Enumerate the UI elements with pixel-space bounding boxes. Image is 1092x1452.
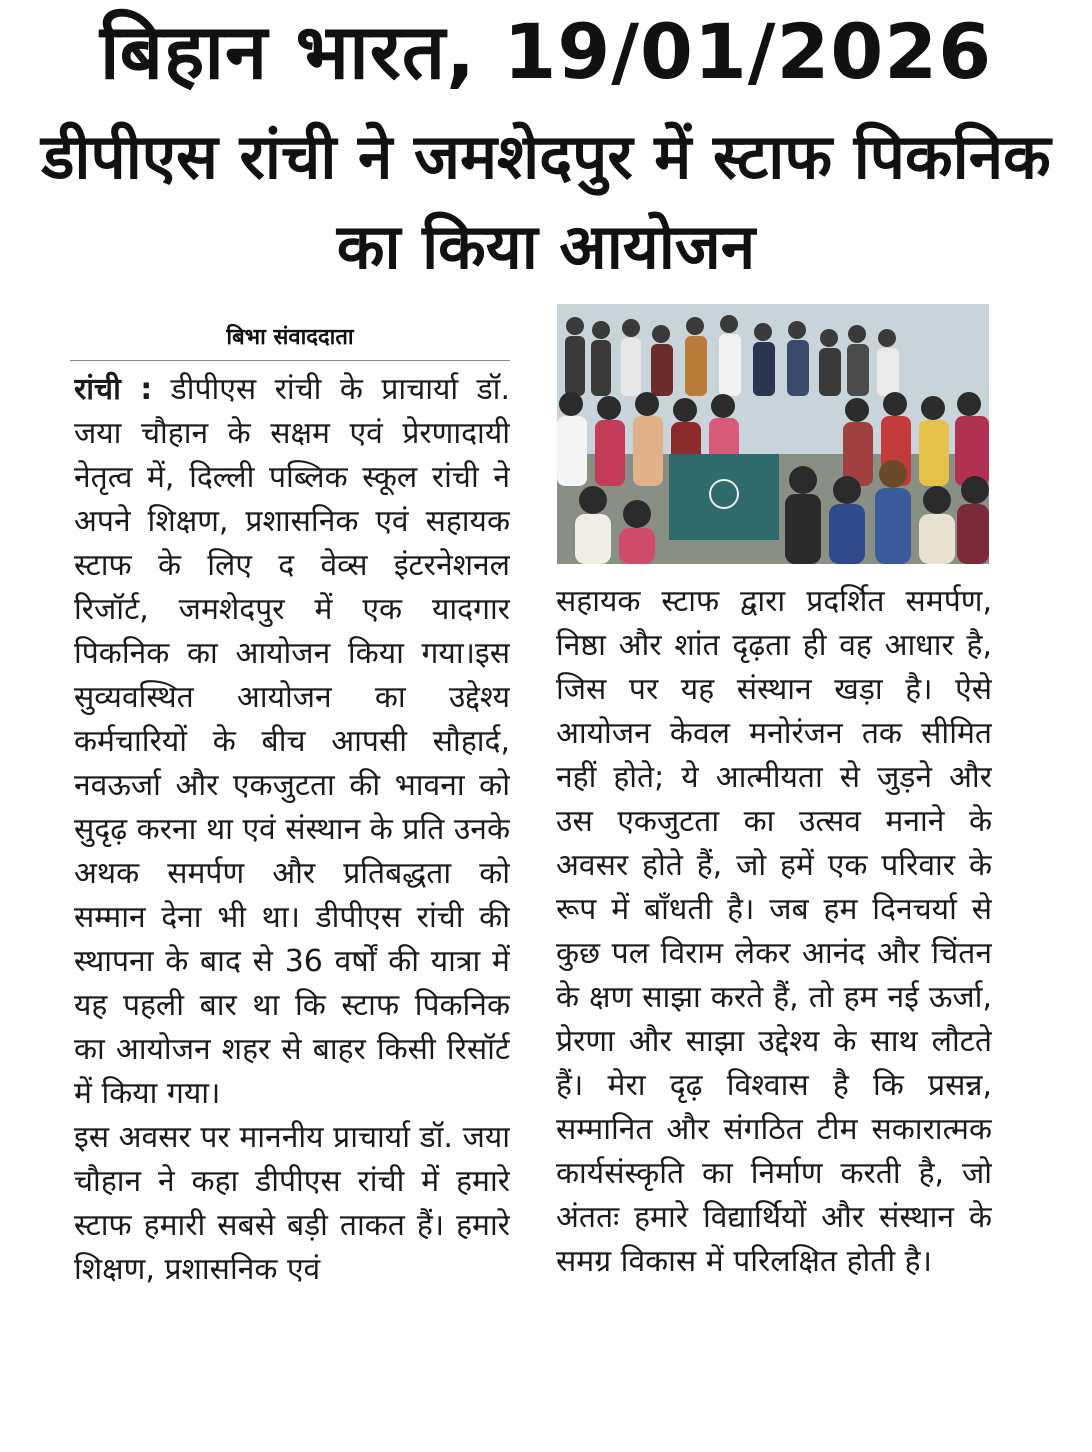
newspaper-masthead: बिहान भारत, 19/01/2026 bbox=[99, 7, 993, 96]
article-column-left bbox=[74, 368, 510, 1448]
article-dateline: रांची : bbox=[74, 372, 153, 407]
group-photo bbox=[557, 304, 989, 564]
article-headline: डीपीएस रांची ने जमशेदपुर में स्टाफ पिकनिक का किया आयोजन bbox=[41, 120, 1051, 283]
article-paragraph-1 bbox=[74, 368, 510, 1116]
article-byline: बिभा संवाददाता bbox=[70, 320, 510, 361]
article-paragraph-1-text: डीपीएस रांची के प्राचार्या डॉ. जया चौहान के सक्षम एवं प्रेरणादायी नेतृत्व में, दिल्ली पब्लिक स्कूल रांची ने अपने शिक्षण, प्रशासनिक एवं सहायक स्टाफ के लिए द वेव्स इंटरनेशनल रिजॉर्ट, जमशेदपुर में एक यादगार पिकनिक का आयोजन किया गया।इस सुव्यवस्थित आयोजन का उद्देश्य कर्मचारियों के बीच आपसी सौहार्द, नवऊर्जा और एकजुटता की भावना को सुदृढ़ करना था एवं संस्थान के प्रति उनके अथक समर्पण और प्रतिबद्धता को सम्मान देना भी था। डीपीएस रांची की स्थापना के बाद से 36 वर्षों की यात्रा में यह पहली बार था कि स्टाफ पिकनिक का आयोजन शहर से बाहर किसी रिसॉर्ट में किया गया। bbox=[74, 372, 510, 1111]
article-paragraph-2-continued: सहायक स्टाफ द्वारा प्रदर्शित समर्पण, निष्ठा और शांत दृढ़ता ही वह आधार है, जिस पर यह संस्थान खड़ा है। ऐसे आयोजन केवल मनोरंजन तक सीमित नहीं होते; ये आत्मीयता से जुड़ने और उस एकजुटता का उत्सव मनाने के अवसर होते हैं, जो हमें एक परिवार के रूप में बाँधती है। जब हम दिनचर्या से कुछ पल विराम लेकर आनंद और चिंतन के क्षण साझा करते हैं, तो हम नई ऊर्जा, प्रेरणा और साझा उद्देश्य के साथ लौटते हैं। मेरा दृढ़ विश्वास है कि प्रसन्न, सम्मानित और संगठित टीम सकारात्मक कार्यसंस्कृति का निर्माण करती है, जो अंततः हमारे विद्यार्थियों और संस्थान के समग्र विकास में परिलक्षित होती है। bbox=[556, 584, 992, 1279]
article-column-right bbox=[556, 580, 992, 1448]
article-paragraph-2: इस अवसर पर माननीय प्राचार्या डॉ. जया चौहान ने कहा डीपीएस रांची में हमारे स्टाफ हमारी सबसे बड़ी ताकत हैं। हमारे शिक्षण, प्रशासनिक एवं bbox=[74, 1120, 510, 1287]
group-photo-illustration bbox=[557, 304, 989, 564]
banner bbox=[669, 454, 779, 540]
